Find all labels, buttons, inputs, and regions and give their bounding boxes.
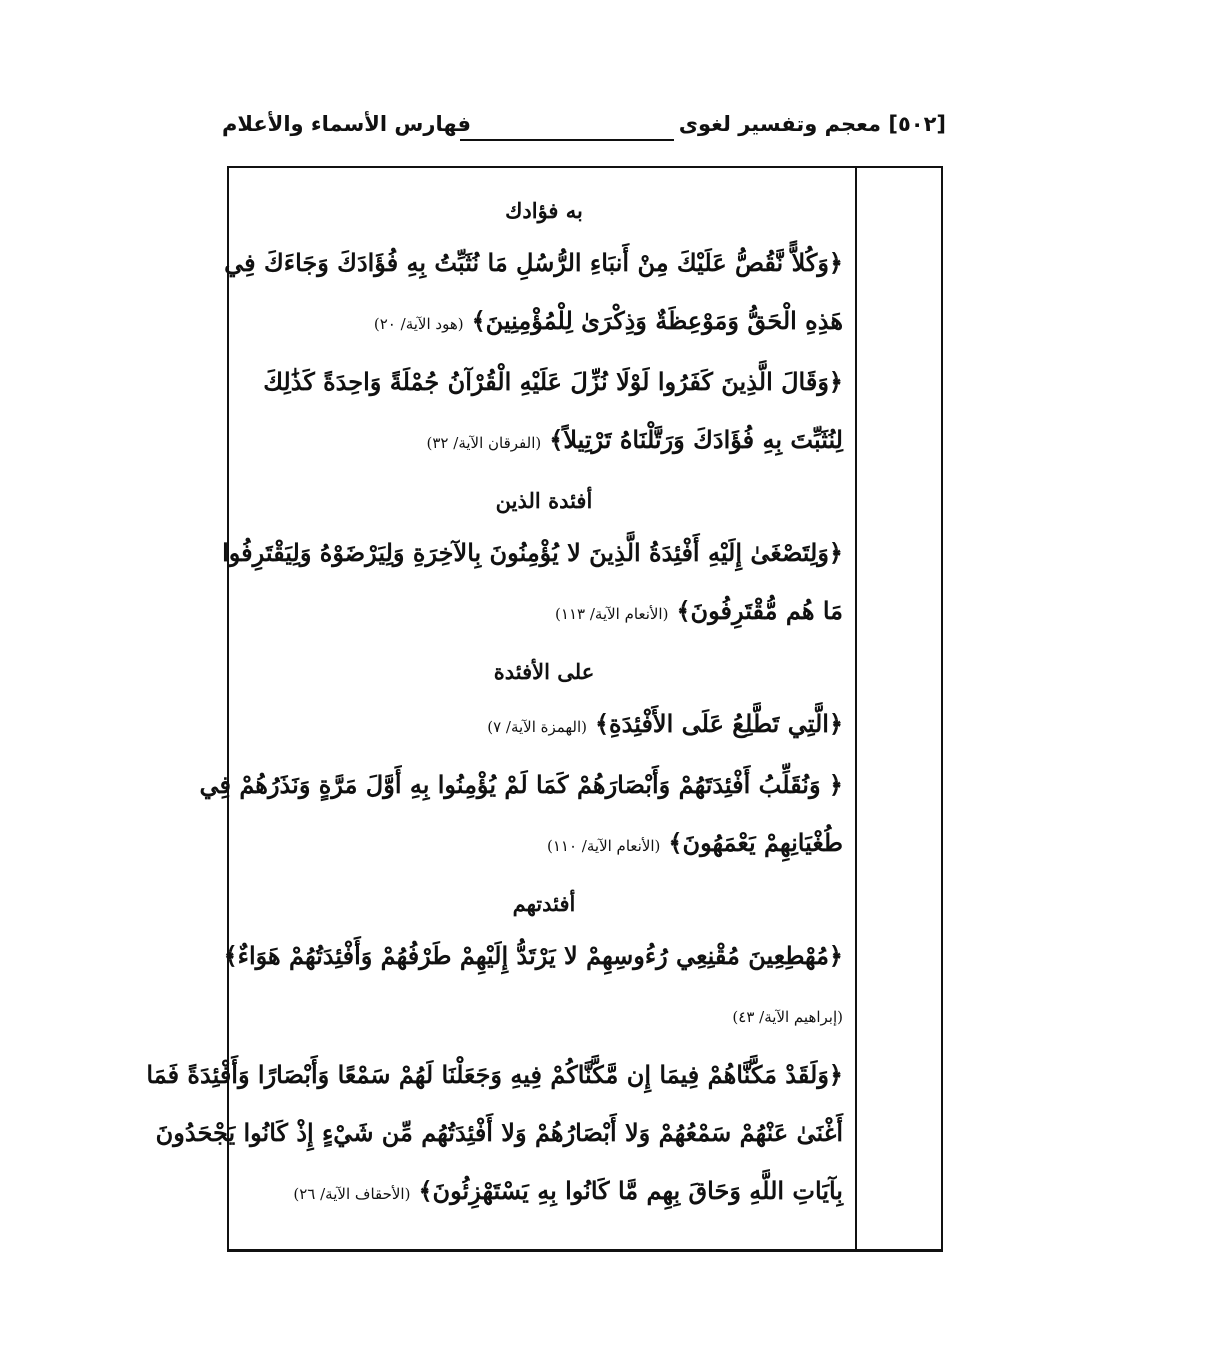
page-title: [٥٠٢] معجم وتفسير لغوى [678,112,946,136]
verse-line: ﴿ وَنُقَلِّبُ أَفْئِدَتَهُمْ وَأَبْصَارَهُمْ كَمَا لَمْ يُؤْمِنُوا بِهِ أَوَّلَ مَرَّةٍ وَنَذَرُهُمْ فِي [199,770,843,799]
verse-line-with-ref [245,814,843,875]
verse-text: بِآيَاتِ اللَّهِ وَحَاقَ بِهِم مَّا كَانُوا بِهِ يَسْتَهْزِئُونَ﴾ [418,1176,843,1205]
verse-line-with-ref [245,1162,843,1223]
verse-text: هَذِهِ الْحَقُّ وَمَوْعِظَةٌ وَذِكْرَىٰ لِلْمُؤْمِنِينَ﴾ [471,306,843,335]
verse-line: ﴿وَلِتَصْغَىٰ إِلَيْهِ أَفْئِدَةُ الَّذِينَ لا يُؤْمِنُونَ بِالآخِرَةِ وَلِيَرْضَوْهُ وَلِيَقْتَرِفُوا [222,538,843,567]
verse-text: مَا هُم مُّقْتَرِفُونَ﴾ [676,596,843,625]
verse-line: ﴿وَكُلاًّ نَّقُصُّ عَلَيْكَ مِنْ أَنبَاءِ الرُّسُلِ مَا نُثَبِّتُ بِهِ فُؤَادَكَ وَجَاءَكَ فِي [224,248,843,277]
header-rule [460,139,674,141]
entry-heading: أفئدتهم [512,891,576,916]
verse-reference: (الفرقان الآية/ ٣٢) [426,434,542,452]
verse-line-with-ref [245,985,843,1046]
entry-heading: به فؤادك [505,198,583,223]
verse-reference: (الأحقاف الآية/ ٢٦) [293,1185,411,1203]
section-title: فهارس الأسماء والأعلام [222,112,471,136]
entries-container [146,182,843,1223]
entry-heading: على الأفئدة [493,659,595,684]
verse-text: لِنُثَبِّتَ بِهِ فُؤَادَكَ وَرَتَّلْنَاهُ تَرْتِيلاً﴾ [549,425,843,454]
verse-reference: (الأنعام الآية/ ١١٣) [555,605,669,623]
verse-reference: (إبراهيم الآية/ ٤٣) [732,1008,843,1026]
verse-line: ﴿وَلَقَدْ مَكَّنَّاهُمْ فِيمَا إِن مَّكَّنَّاكُمْ فِيهِ وَجَعَلْنَا لَهُمْ سَمْعًا وَأَبْصَارًا وَأَفْئِدَةً فَمَا [146,1060,843,1089]
entry-heading: أفئدة الذين [495,488,593,513]
verse-line-with-ref [245,582,843,643]
verse-reference: (الهمزة الآية/ ٧) [487,718,587,736]
verse-text: ﴿الَّتِي تَطَّلِعُ عَلَى الأَفْئِدَةِ﴾ [594,709,843,738]
verse-line-with-ref [245,695,843,756]
verse-reference: (الأنعام الآية/ ١١٠) [547,837,661,855]
verse-line: ﴿مُهْطِعِينَ مُقْنِعِي رُءُوسِهِمْ لا يَرْتَدُّ إِلَيْهِمْ طَرْفُهُمْ وَأَفْئِدَتُهُمْ هَوَاءٌ﴾ [223,941,843,970]
verse-line-with-ref [245,411,843,472]
content-frame [146,166,943,1252]
margin-column-divider [855,168,857,1249]
verse-line: ﴿وَقَالَ الَّذِينَ كَفَرُوا لَوْلَا نُزِّلَ عَلَيْهِ الْقُرْآنُ جُمْلَةً وَاحِدَةً كَذَٰلِكَ [263,367,843,396]
verse-line: أَغْنَىٰ عَنْهُمْ سَمْعُهُمْ وَلا أَبْصَارُهُمْ وَلا أَفْئِدَتُهُم مِّن شَيْءٍ إِذْ كَانُوا يَجْحَدُونَ [155,1118,843,1147]
verse-line-with-ref [245,292,843,353]
verse-reference: (هود الآية/ ٢٠) [373,315,464,333]
page-header [222,112,946,152]
verse-text: طُغْيَانِهِمْ يَعْمَهُونَ﴾ [668,828,843,857]
